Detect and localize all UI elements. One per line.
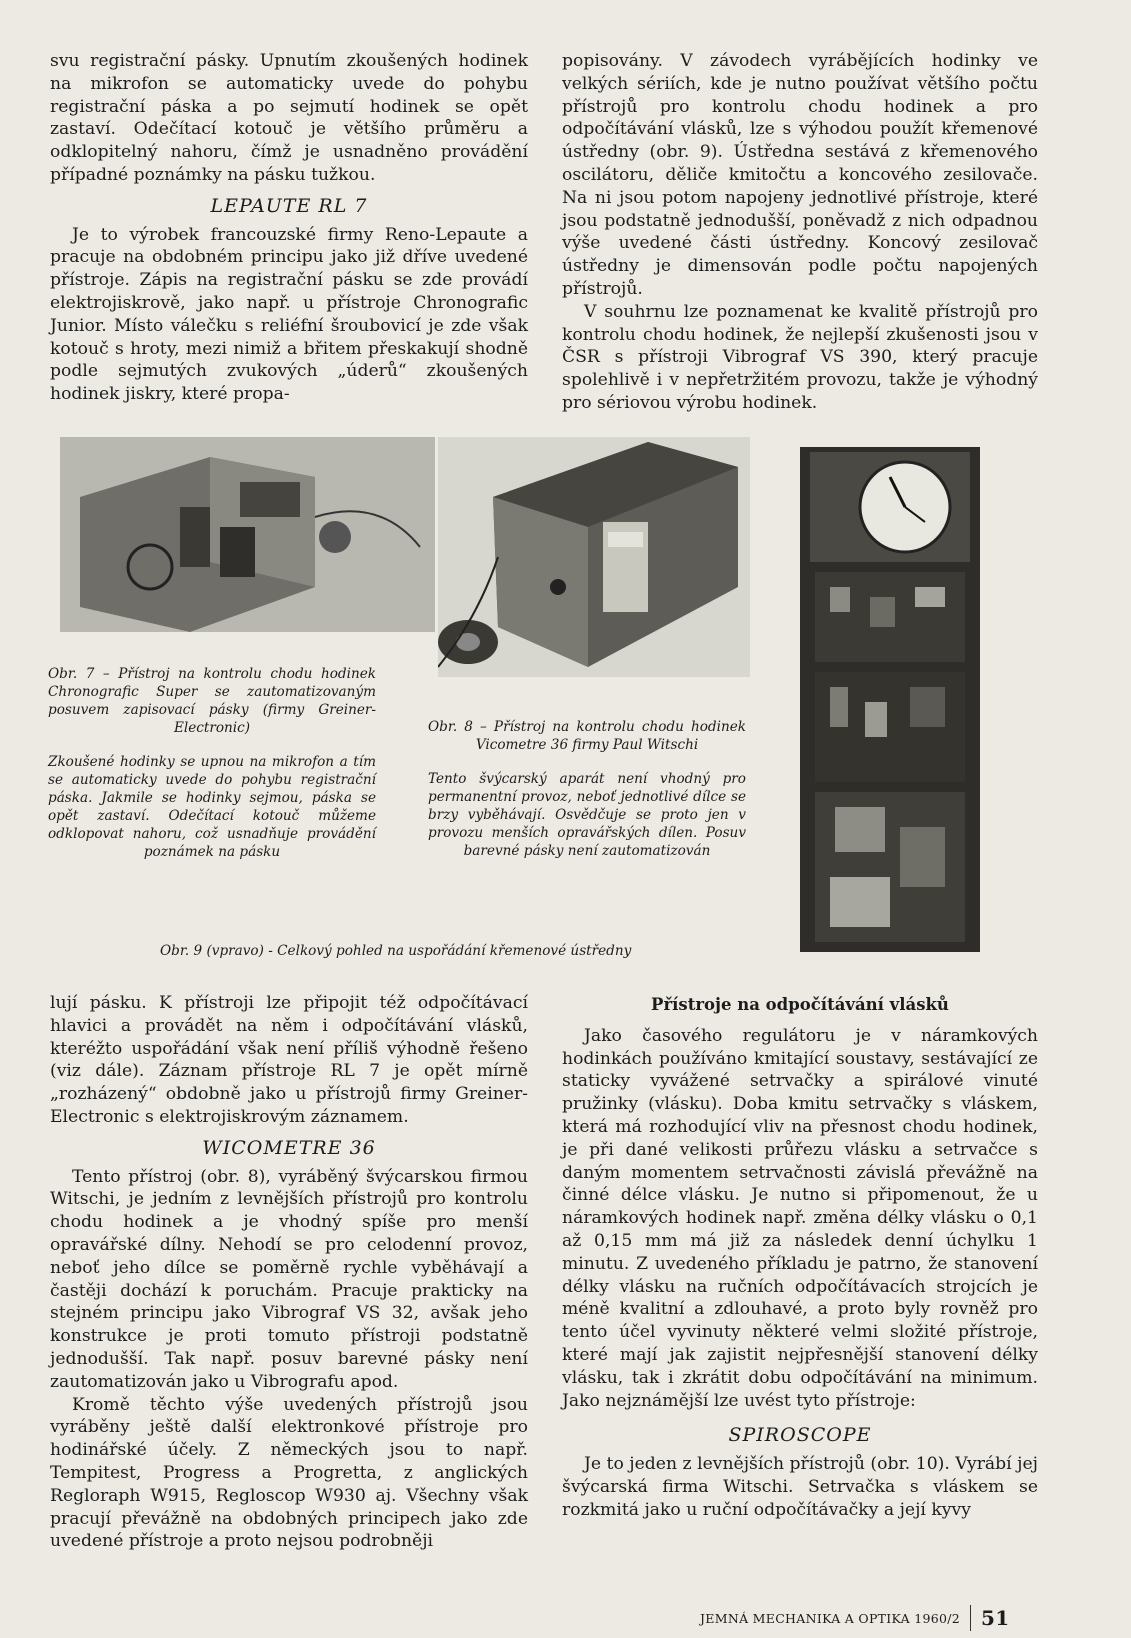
paragraph: popisovány. V závodech vyrábějících hodinky ve velkých sériích, kde je nutno používat většího počtu přístrojů pro kontrolu chodu hodinek a pro odpočítávání vlásků, lze s výhodou použít křemenové ústředny (obr. 9). Ústředna sestává z křemenového oscilátoru, děliče kmitočtu a koncového zesilovače. Na ni jsou potom napojeny jednotlivé přístroje, které jsou podstatně jednodušší, poněvadž z nich odpadnou výše uvedené části ústředny. Koncový zesilovač ústředny je dimensován podle počtu napojených přístrojů. <box>562 51 1038 299</box>
paragraph: Je to jeden z levnějších přístrojů (obr. 10). Vyrábí jej švýcarská firma Witschi. Setrvačka s vláskem se rozkmitá jako u ruční odpočítávačky a její kyvy <box>562 1454 1038 1520</box>
caption-obr-7 <box>48 665 376 861</box>
section-heading-pristroje: Přístroje na odpočítávání vlásků <box>651 995 949 1014</box>
paragraph: Kromě těchto výše uvedených přístrojů jsou vyráběny ještě další elektronkové přístroje pro hodinářské účely. Z německých jsou to např. Tempitest, Progress a Progretta, z anglických Regloraph W915, Regloscop W930 aj. Všechny však pracují převážně na obdobných principech jako zde uvedené přístroje a proto nejsou podrobněji <box>50 1394 528 1552</box>
caption-obr-8 <box>428 718 746 860</box>
section-heading-spiroscope: SPIROSCOPE <box>728 1424 872 1447</box>
paragraph: Jako časového regulátoru je v náramkových hodinkách používáno kmitající soustavy, sestávající ze staticky vyvážené setrvačky a spirálové vinuté pružinky (vlásku). Doba kmitu setrvačky s vláskem, která má rozhodující vliv na přesnost chodu hodinek, je při dané velikosti průřezu vlásku a setrvačce s daným momentem setrvačnosti závislá převážně na činné délce vlásku. Je nutno si připomenout, že u náramkových hodinek např. změna délky vlásku o 0,1 až 0,15 mm má již za následek denní úchylku 1 minutu. Z uvedeného příkladu je patrno, že stanovení délky vlásku na ručních odpočítávacích strojcích je méně kvalitní a zdlouhavé, a proto byly rovněž pro tento účel vyvinuty některé velmi složité přístroje, které mají jak zajistit nejpřesnější stanovení délky vlásku, tak i zkrátit dobu odpočítávání na minimum. Jako nejznámější lze uvést tyto přístroje: <box>562 1025 1038 1411</box>
section-heading-wicometre: WICOMETRE 36 <box>202 1136 376 1159</box>
paragraph: V souhrnu lze poznamenat ke kvalitě přístrojů pro kontrolu chodu hodinek, že nejlepší zkušenosti jsou v ČSR s přístroji Vibrograf VS 390, který pracuje spolehlivě i v nepřetržitém provozu, takže je výhodný pro sériovou výrobu hodinek. <box>562 301 1038 413</box>
caption-title: Obr. 7 – Přístroj na kontrolu chodu hodinek Chronografic Super se zautomatizovaným posuvem zapisovací pásky (firmy Greiner-Electronic) <box>48 666 376 736</box>
column-2-top <box>562 50 1038 415</box>
caption-title: Obr. 8 – Přístroj na kontrolu chodu hodinek Vicometre 36 firmy Paul Witschi <box>428 719 746 753</box>
paragraph: svu registrační pásky. Upnutím zkoušených hodinek na mikrofon se automaticky uvede do pohybu registrační páska a po sejmutí hodinek se opět zastaví. Odečítací kotouč je většího průměru a odklopitelný nahoru, čímž je usnadněno provádění případné poznámky na pásku tužkou. <box>50 51 528 185</box>
column-1-bottom <box>50 992 528 1553</box>
section-heading-lepaute: LEPAUTE RL 7 <box>210 194 368 217</box>
caption-obr-9 <box>160 942 670 960</box>
column-1-top <box>50 50 528 406</box>
photo-obr-8 <box>438 437 750 677</box>
caption-text: Tento švýcarský aparát není vhodný pro permanentní provoz, neboť jednotlivé dílce se brzy vyběhávají. Osvědčuje se proto jen v provozu menších opravářských dílen. Posuv barevné pásky není zautomatizován <box>428 771 746 859</box>
footer-divider <box>970 1605 971 1631</box>
column-2-bottom <box>562 994 1038 1522</box>
paragraph: Je to výrobek francouzské firmy Reno-Lepaute a pracuje na obdobném principu jako již dříve uvedené přístroje. Zápis na registrační pásku se zde provádí elektrojiskrově, jako např. u přístroje Chronografic Junior. Místo válečku s reliéfní šroubovicí je zde však kotouč s hroty, mezi nimiž a břitem přeskakují shodně podle sejmutých zvukových „úderů“ zkoušených hodinek jiskry, které propa- <box>50 224 528 405</box>
page-footer <box>700 1605 1009 1631</box>
paragraph: Tento přístroj (obr. 8), vyráběný švýcarskou firmou Witschi, je jedním z levnějších přístrojů pro kontrolu chodu hodinek a je vhodný spíše pro menší opravářské dílny. Nehodí se pro celodenní provoz, neboť jeho dílce se poměrně rychle vyběhávají a častěji dochází k poruchám. Pracuje prakticky na stejném principu jako Vibrograf VS 32, avšak jeho konstrukce je proti tomuto přístroji podstatně jednodušší. Tak např. posuv barevné pásky není zautomatizován jako u Vibrografu apod. <box>50 1166 528 1392</box>
paragraph: lují pásku. K přístroji lze připojit též odpočítávací hlavici a provádět na něm i odpočítávání vlásků, kteréžto uspořádání však není příliš výhodně řešeno (viz dále). Záznam přístroje RL 7 je opět mírně „rozházený“ obdobně jako u přístrojů firmy Greiner-Electronic s elektrojiskrovým záznamem. <box>50 993 528 1127</box>
photo-obr-9 <box>800 447 980 952</box>
journal-title: JEMNÁ MECHANIKA A OPTIKA 1960/2 <box>700 1610 961 1626</box>
page-number: 51 <box>981 1606 1010 1630</box>
caption-text: Zkoušené hodinky se upnou na mikrofon a tím se automaticky uvede do pohybu registrační páska. Jakmile se hodinky sejmou, páska se opět zastaví. Odečítací kotouč můžeme odklopovat nahoru, což usnadňuje provádění poznámek na pásku <box>48 754 376 860</box>
caption-title: Obr. 9 (vpravo) - Celkový pohled na uspořádání křemenové ústředny <box>160 943 632 959</box>
photo-obr-7 <box>60 437 435 632</box>
